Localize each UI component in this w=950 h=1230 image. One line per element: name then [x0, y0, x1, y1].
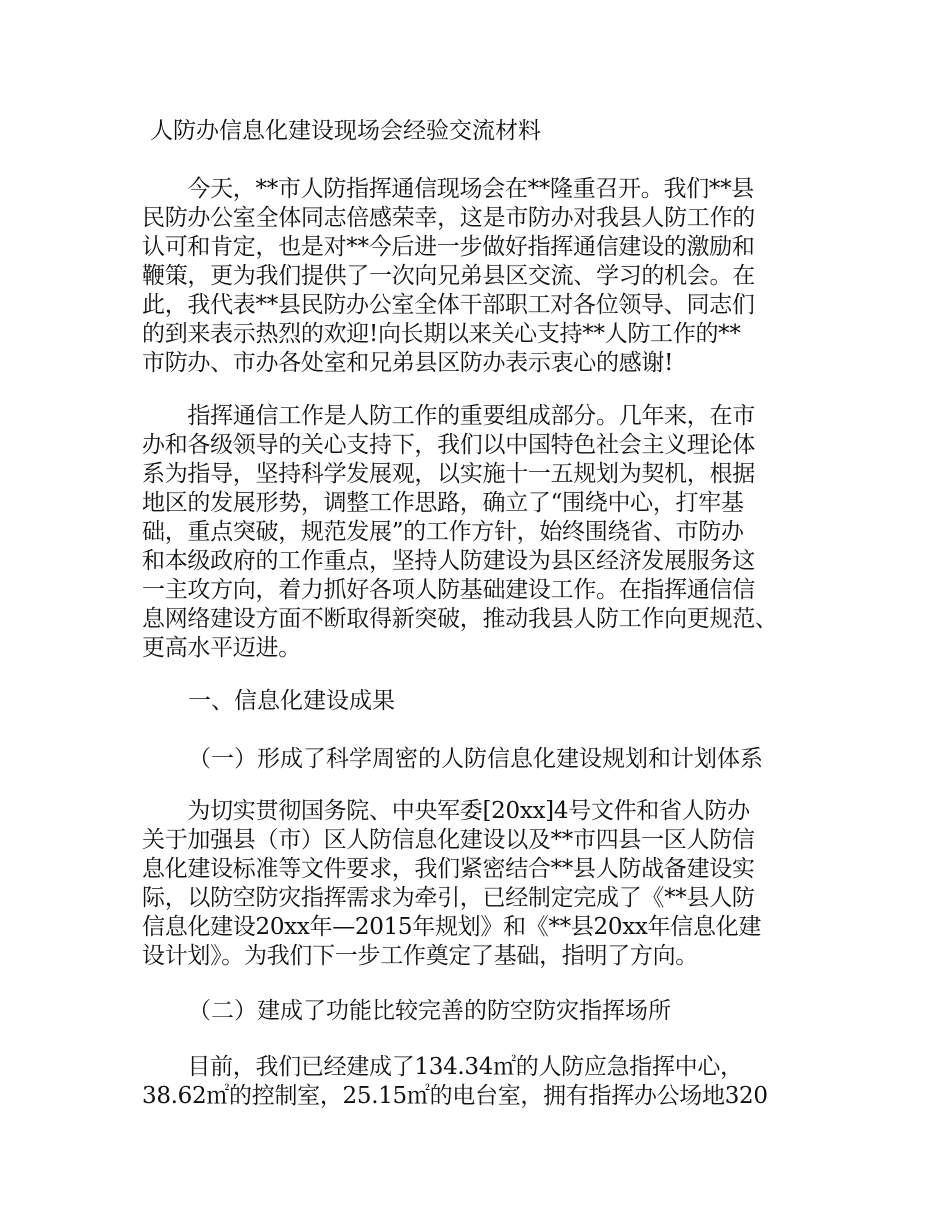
paragraph-planning [142, 797, 842, 971]
text-line: 认可和肯定，也是对**今后进一步做好指挥通信建设的激励和 [142, 234, 755, 260]
paragraph-intro [142, 175, 842, 378]
paragraph-command-venue [142, 1053, 842, 1111]
paragraph-command-communication [142, 402, 842, 663]
text-line: 系为指导，坚持科学发展观，以实施十一五规划为契机，根据 [142, 461, 755, 487]
text-line: 息化建设标准等文件要求，我们紧密结合**县人防战备建设实 [142, 856, 755, 882]
text-line: 的到来表示热烈的欢迎!向长期以来关心支持**人防工作的** [142, 321, 741, 347]
text-line: 38.62㎡的控制室，25.15㎡的电台室，拥有指挥办公场地320 [142, 1083, 768, 1109]
text-line: 今天，**市人防指挥通信现场会在**隆重召开。我们**县 [142, 176, 755, 202]
text-line: 信息化建设20xx年—2015年规划》和《**县20xx年信息化建 [142, 914, 762, 940]
text-line: 和本级政府的工作重点，坚持人防建设为县区经济发展服务这 [142, 548, 755, 574]
text-line: 市防办、市办各处室和兄弟县区防办表示衷心的感谢! [142, 350, 674, 376]
text-line: 息网络建设方面不断取得新突破，推动我县人防工作向更规范、 [142, 606, 778, 632]
text-line: 设计划》。为我们下一步工作奠定了基础，指明了方向。 [142, 943, 699, 969]
text-line: 办和各级领导的关心支持下，我们以中国特色社会主义理论体 [142, 432, 755, 458]
text-line: 际，以防空防灾指挥需求为牵引，已经制定完成了《**县人防 [142, 885, 755, 911]
text-line: 关于加强县（市）区人防信息化建设以及**市四县一区人防信 [142, 827, 755, 853]
text-line: 础，重点突破，规范发展”的工作方针，始终围绕省、市防办 [142, 519, 744, 545]
text-line: 一主攻方向，着力抓好各项人防基础建设工作。在指挥通信信 [142, 577, 755, 603]
text-line: 民防办公室全体同志倍感荣幸，这是市防办对我县人防工作的 [142, 205, 755, 231]
document-title: 人防办信息化建设现场会经验交流材料 [150, 118, 541, 144]
text-line: 更高水平迈进。 [142, 635, 301, 661]
text-line: 目前，我们已经建成了134.34㎡的人防应急指挥中心， [142, 1054, 743, 1080]
text-line: 此，我代表**县民防办公室全体干部职工对各位领导、同志们 [142, 292, 755, 318]
text-line: 指挥通信工作是人防工作的重要组成部分。几年来，在市 [142, 403, 755, 429]
text-line: 鞭策，更为我们提供了一次向兄弟县区交流、学习的机会。在 [142, 263, 755, 289]
text-line: 地区的发展形势，调整工作思路，确立了“围绕中心，打牢基 [142, 490, 744, 516]
subsection-heading: （一）形成了科学周密的人防信息化建设规划和计划体系 [188, 746, 763, 772]
subsection-heading: （二）建成了功能比较完善的防空防灾指挥场所 [188, 998, 671, 1024]
text-line: 为切实贯彻国务院、中央军委[20xx]4号文件和省人防办 [142, 798, 750, 824]
section-heading: 一、信息化建设成果 [188, 688, 395, 714]
